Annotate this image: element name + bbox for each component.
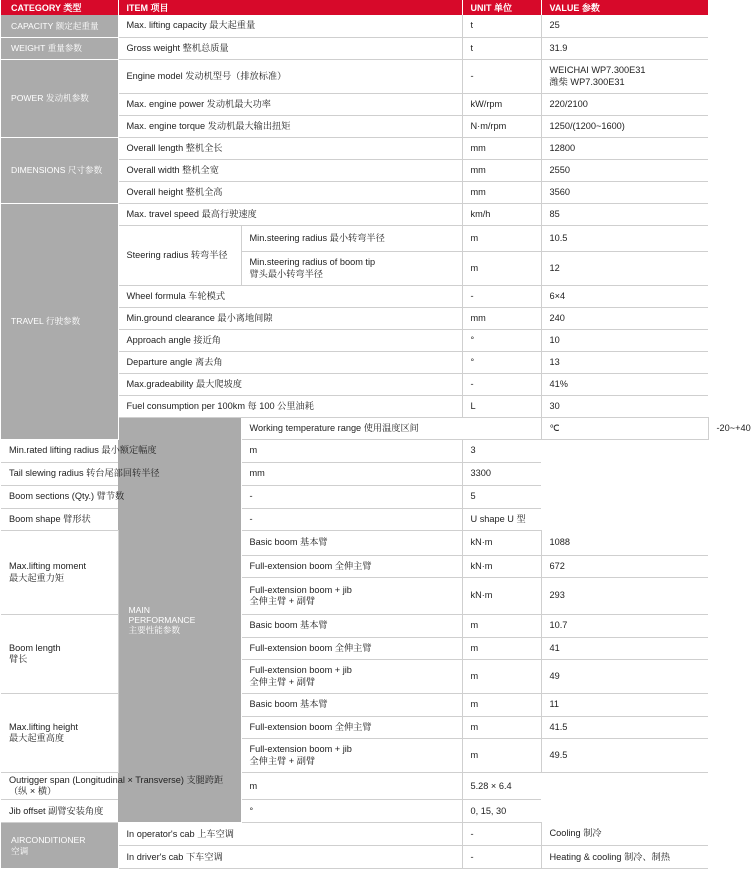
unit-cell: mm — [462, 138, 541, 160]
unit-cell: ° — [241, 800, 462, 823]
item-cell: Jib offset 副臂安装角度 — [1, 800, 241, 823]
unit-cell: m — [241, 773, 462, 800]
unit-cell: m — [462, 739, 541, 773]
value-cell: 49 — [541, 660, 708, 694]
subitem-cell: Full-extension boom 全伸主臂 — [241, 717, 462, 739]
category-travel: TRAVEL 行驶参数 — [1, 204, 118, 440]
item-cell: Tail slewing radius 转台尾部回转半径 — [1, 463, 241, 486]
value-cell: 12 — [541, 252, 708, 286]
value-cell: 293 — [541, 578, 708, 615]
unit-cell: m — [462, 226, 541, 252]
item-cell: Gross weight 整机总质量 — [118, 38, 462, 60]
value-cell: 49.5 — [541, 739, 708, 773]
subitem-cell — [241, 660, 462, 694]
unit-cell: m — [462, 717, 541, 739]
unit-cell: m — [241, 440, 462, 463]
value-cell: 11 — [541, 694, 708, 717]
value-cell: 41 — [541, 638, 708, 660]
item-cell: Max.gradeability 最大爬坡度 — [118, 374, 462, 396]
unit-cell: ° — [462, 330, 541, 352]
table-row — [1, 823, 708, 846]
table-row — [1, 615, 708, 638]
table-row — [1, 38, 708, 60]
category-airconditioner — [1, 823, 118, 869]
item-cell: Max. travel speed 最高行驶速度 — [118, 204, 462, 226]
unit-cell: - — [241, 486, 462, 509]
value-line: 潍柴 WP7.300E31 — [549, 76, 625, 87]
category-power: POWER 发动机参数 — [1, 60, 118, 138]
unit-cell: m — [462, 252, 541, 286]
unit-cell: L — [462, 396, 541, 418]
table-row — [1, 60, 708, 94]
value-cell: 0, 15, 30 — [462, 800, 541, 823]
value-cell: 41% — [541, 374, 708, 396]
unit-cell: m — [462, 615, 541, 638]
unit-cell: kN·m — [462, 556, 541, 578]
category-line: 主要性能参数 — [128, 625, 181, 636]
unit-cell: km/h — [462, 204, 541, 226]
unit-cell: ° — [462, 352, 541, 374]
unit-cell: kW/rpm — [462, 94, 541, 116]
value-cell: 85 — [541, 204, 708, 226]
value-cell: 220/2100 — [541, 94, 708, 116]
table-row — [1, 800, 708, 823]
value-cell: 1250/(1200~1600) — [541, 116, 708, 138]
subitem-line: Min.steering radius of boom tip — [249, 257, 376, 268]
item-cell: Outrigger span (Longitudinal × Transverse) 支腿跨距（纵 × 横） — [1, 773, 241, 800]
table-row — [1, 138, 708, 160]
value-cell: 6×4 — [541, 286, 708, 308]
header-item: ITEM 项目 — [118, 0, 462, 15]
table-row — [1, 694, 708, 717]
category-line: PERFORMANCE — [128, 614, 196, 625]
value-cell: 5 — [462, 486, 541, 509]
value-cell: 3560 — [541, 182, 708, 204]
table-row — [1, 773, 708, 800]
header-value: VALUE 参数 — [541, 0, 708, 15]
item-cell: Min.ground clearance 最小离地间隙 — [118, 308, 462, 330]
value-line: WEICHAI WP7.300E31 — [549, 65, 646, 76]
unit-cell: N·m/rpm — [462, 116, 541, 138]
item-cell: Max. engine torque 发动机最大输出扭矩 — [118, 116, 462, 138]
subitem-line: 全伸主臂 + 副臂 — [249, 596, 316, 606]
group-line: Boom length — [9, 642, 61, 653]
item-cell: Fuel consumption per 100km 每 100 公里油耗 — [118, 396, 462, 418]
group-line: 最大起重高度 — [9, 733, 65, 743]
table-row — [1, 204, 708, 226]
subitem-line: Full-extension boom + jib — [249, 665, 352, 676]
unit-cell: mm — [462, 182, 541, 204]
unit-cell: - — [462, 846, 541, 869]
subitem-cell: Full-extension boom 全伸主臂 — [241, 638, 462, 660]
subitem-cell — [241, 252, 462, 286]
item-cell: Overall height 整机全高 — [118, 182, 462, 204]
item-cell: Overall length 整机全长 — [118, 138, 462, 160]
group-line: 臂长 — [9, 654, 28, 664]
value-cell: 10 — [541, 330, 708, 352]
category-capacity: CAPACITY 额定起重量 — [1, 15, 118, 38]
unit-cell: - — [462, 60, 541, 94]
value-cell: 10.7 — [541, 615, 708, 638]
item-cell: Max. lifting capacity 最大起重量 — [118, 15, 462, 38]
item-cell: Overall width 整机全宽 — [118, 160, 462, 182]
group-line: Max.lifting moment — [9, 561, 87, 572]
value-cell: 31.9 — [541, 38, 708, 60]
unit-cell: - — [462, 374, 541, 396]
item-cell: In operator's cab 上车空调 — [118, 823, 462, 846]
unit-cell: m — [462, 694, 541, 717]
subitem-line: 全伸主臂 + 副臂 — [249, 676, 316, 687]
unit-cell: m — [462, 660, 541, 694]
value-cell: Heating & cooling 制冷、制热 — [541, 846, 708, 869]
table-row — [1, 486, 708, 509]
unit-cell: - — [241, 509, 462, 531]
subitem-line: Full-extension boom + jib — [249, 744, 352, 755]
item-cell: Min.rated lifting radius 最小额定幅度 — [1, 440, 241, 463]
value-cell: Cooling 制冷 — [541, 823, 708, 846]
unit-cell: mm — [462, 160, 541, 182]
table-row — [1, 463, 708, 486]
category-line: AIRCONDITIONER — [11, 835, 86, 846]
value-cell: 13 — [541, 352, 708, 374]
value-cell — [541, 60, 708, 94]
group-line: 最大起重力矩 — [9, 572, 65, 583]
unit-cell: m — [462, 638, 541, 660]
unit-cell: kN·m — [462, 578, 541, 615]
unit-cell: mm — [241, 463, 462, 486]
unit-cell: - — [462, 823, 541, 846]
value-cell: 5.28 × 6.4 — [462, 773, 541, 800]
value-cell: 3 — [462, 440, 541, 463]
unit-cell: t — [462, 38, 541, 60]
category-line: 空调 — [11, 845, 29, 856]
table-row — [1, 15, 708, 38]
subitem-line: 全伸主臂 + 副臂 — [249, 755, 316, 766]
group-lifting-moment — [1, 531, 118, 615]
group-steering-radius: Steering radius 转弯半径 — [118, 226, 241, 286]
table-row — [1, 509, 708, 531]
item-cell: Working temperature range 使用温度区间 — [241, 418, 541, 440]
value-cell: 25 — [541, 15, 708, 38]
table-row: MAIN PERFORMANCE 主要性能参数 Working temperature range 使用温度区间 ℃ -20~+40 — [1, 418, 708, 440]
spec-table — [1, 0, 751, 869]
value-cell: 672 — [541, 556, 708, 578]
item-cell: Departure angle 离去角 — [118, 352, 462, 374]
subitem-cell: Basic boom 基本臂 — [241, 531, 462, 556]
item-cell: Engine model 发动机型号（排放标准） — [118, 60, 462, 94]
subitem-line: 臂头最小转弯半径 — [249, 268, 323, 279]
header-unit: UNIT 单位 — [462, 0, 541, 15]
unit-cell: t — [462, 15, 541, 38]
category-weight: WEIGHT 重量参数 — [1, 38, 118, 60]
subitem-cell: Basic boom 基本臂 — [241, 615, 462, 638]
subitem-cell — [241, 739, 462, 773]
value-cell: 12800 — [541, 138, 708, 160]
value-cell: 30 — [541, 396, 708, 418]
item-cell: In driver's cab 下车空调 — [118, 846, 462, 869]
value-cell: 3300 — [462, 463, 541, 486]
group-lifting-height — [1, 694, 118, 773]
unit-cell: mm — [462, 308, 541, 330]
category-line: MAIN — [128, 604, 150, 615]
value-cell: 10.5 — [541, 226, 708, 252]
value-cell: 2550 — [541, 160, 708, 182]
subitem-cell: Full-extension boom 全伸主臂 — [241, 556, 462, 578]
group-boom-length — [1, 615, 118, 694]
item-cell: Boom sections (Qty.) 臂节数 — [1, 486, 241, 509]
unit-cell: kN·m — [462, 531, 541, 556]
subitem-cell — [241, 578, 462, 615]
header-category: CATEGORY 类型 — [1, 0, 118, 15]
table-header-row — [1, 0, 708, 15]
group-line: Max.lifting height — [9, 721, 78, 732]
table-row — [1, 531, 708, 556]
category-dimensions: DIMENSIONS 尺寸参数 — [1, 138, 118, 204]
value-cell: 41.5 — [541, 717, 708, 739]
value-cell: 240 — [541, 308, 708, 330]
item-cell: Boom shape 臂形状 — [1, 509, 241, 531]
item-cell: Wheel formula 车轮模式 — [118, 286, 462, 308]
value-cell: U shape U 型 — [462, 509, 541, 531]
subitem-line: Full-extension boom + jib — [249, 584, 352, 595]
subitem-cell: Basic boom 基本臂 — [241, 694, 462, 717]
unit-cell: - — [462, 286, 541, 308]
subitem-cell: Min.steering radius 最小转弯半径 — [241, 226, 462, 252]
item-cell: Approach angle 接近角 — [118, 330, 462, 352]
unit-cell: ℃ — [541, 418, 708, 440]
value-cell: 1088 — [541, 531, 708, 556]
item-cell: Max. engine power 发动机最大功率 — [118, 94, 462, 116]
table-row — [1, 440, 708, 463]
